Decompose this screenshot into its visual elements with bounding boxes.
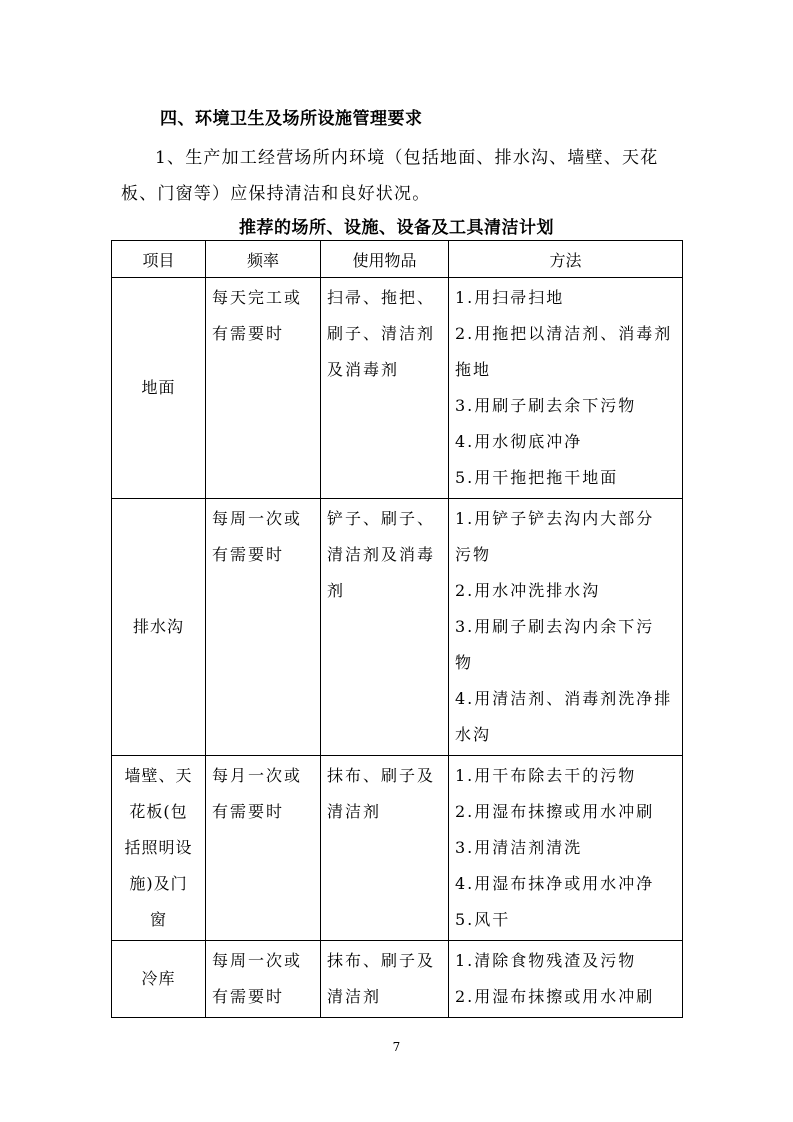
row-supplies (321, 499, 449, 756)
row-supplies (321, 941, 449, 1018)
text-line: 墙壁、天 (124, 766, 193, 785)
row-frequency (206, 499, 321, 756)
text-line: 2.用水冲洗排水沟 (455, 581, 601, 600)
text-line: 及消毒剂 (327, 360, 400, 379)
text-line: 有需要时 (212, 802, 285, 821)
text-line: 水沟 (455, 725, 492, 744)
cleaning-plan-table (111, 240, 683, 1018)
text-line: 3.用刷子刷去余下污物 (455, 396, 637, 415)
table-row (112, 278, 683, 499)
text-line: 有需要时 (212, 987, 285, 1006)
table-row (112, 756, 683, 941)
row-methods (449, 499, 683, 756)
text-line: 2.用湿布抹擦或用水冲刷 (455, 802, 655, 821)
header-frequency: 频率 (206, 241, 321, 278)
row-supplies (321, 756, 449, 941)
text-line: 5.用干拖把拖干地面 (455, 468, 619, 487)
text-line: 窗 (149, 910, 167, 929)
row-supplies (321, 278, 449, 499)
text-line: 有需要时 (212, 545, 285, 564)
text-line: 有需要时 (212, 324, 285, 343)
table-row (112, 499, 683, 756)
text-line: 刷子、清洁剂 (327, 324, 436, 343)
row-frequency (206, 278, 321, 499)
body-paragraph (121, 140, 691, 212)
row-frequency (206, 941, 321, 1018)
text-line: 5.风干 (455, 910, 511, 929)
text-line: 拖地 (455, 360, 492, 379)
row-methods (449, 756, 683, 941)
text-line: 2.用拖把以清洁剂、消毒剂 (455, 324, 673, 343)
text-line: 物 (455, 653, 474, 672)
text-line: 剂 (327, 581, 346, 600)
section-heading: 四、环境卫生及场所设施管理要求 (160, 109, 423, 129)
text-line: 每周一次或 (212, 509, 303, 528)
text-line: 抹布、刷子及 (327, 951, 436, 970)
text-line: 花板(包 (129, 802, 188, 821)
text-line: 4.用湿布抹净或用水冲净 (455, 874, 655, 893)
text-line: 施)及门 (129, 874, 188, 893)
row-item: 排水沟 (112, 499, 206, 756)
text-line: 2.用湿布抹擦或用水冲刷 (455, 987, 655, 1006)
row-item: 地面 (112, 278, 206, 499)
text-line: 清洁剂 (327, 802, 382, 821)
text-line: 污物 (455, 545, 492, 564)
header-supplies: 使用物品 (321, 241, 449, 278)
text-line: 1.清除食物残渣及污物 (455, 951, 637, 970)
paragraph-text: 1、生产加工经营场所内环境（包括地面、排水沟、墙壁、天花板、门窗等）应保持清洁和良好状况。 (121, 148, 659, 204)
text-line: 4.用水彻底冲净 (455, 432, 583, 451)
text-line: 清洁剂 (327, 987, 382, 1006)
text-line: 每月一次或 (212, 766, 303, 785)
row-frequency (206, 756, 321, 941)
text-line: 每天完工或 (212, 288, 303, 307)
text-line: 3.用刷子刷去沟内余下污 (455, 617, 655, 636)
text-line: 1.用干布除去干的污物 (455, 766, 637, 785)
text-line: 清洁剂及消毒 (327, 545, 436, 564)
text-line: 1.用扫帚扫地 (455, 288, 565, 307)
text-line: 1.用铲子铲去沟内大部分 (455, 509, 655, 528)
text-line: 扫帚、拖把、 (327, 288, 436, 307)
text-line: 3.用清洁剂清洗 (455, 838, 583, 857)
text-line: 每周一次或 (212, 951, 303, 970)
text-line: 抹布、刷子及 (327, 766, 436, 785)
row-item (112, 756, 206, 941)
text-line: 括照明设 (124, 838, 193, 857)
table-row (112, 941, 683, 1018)
row-methods (449, 941, 683, 1018)
header-item: 项目 (112, 241, 206, 278)
header-method: 方法 (449, 241, 683, 278)
text-line: 铲子、刷子、 (327, 509, 436, 528)
row-item: 冷库 (112, 941, 206, 1018)
text-line: 4.用清洁剂、消毒剂洗净排 (455, 689, 673, 708)
table-caption: 推荐的场所、设施、设备及工具清洁计划 (239, 218, 554, 238)
page-number: 7 (392, 1040, 401, 1054)
row-methods (449, 278, 683, 499)
table-header-row (112, 241, 683, 278)
